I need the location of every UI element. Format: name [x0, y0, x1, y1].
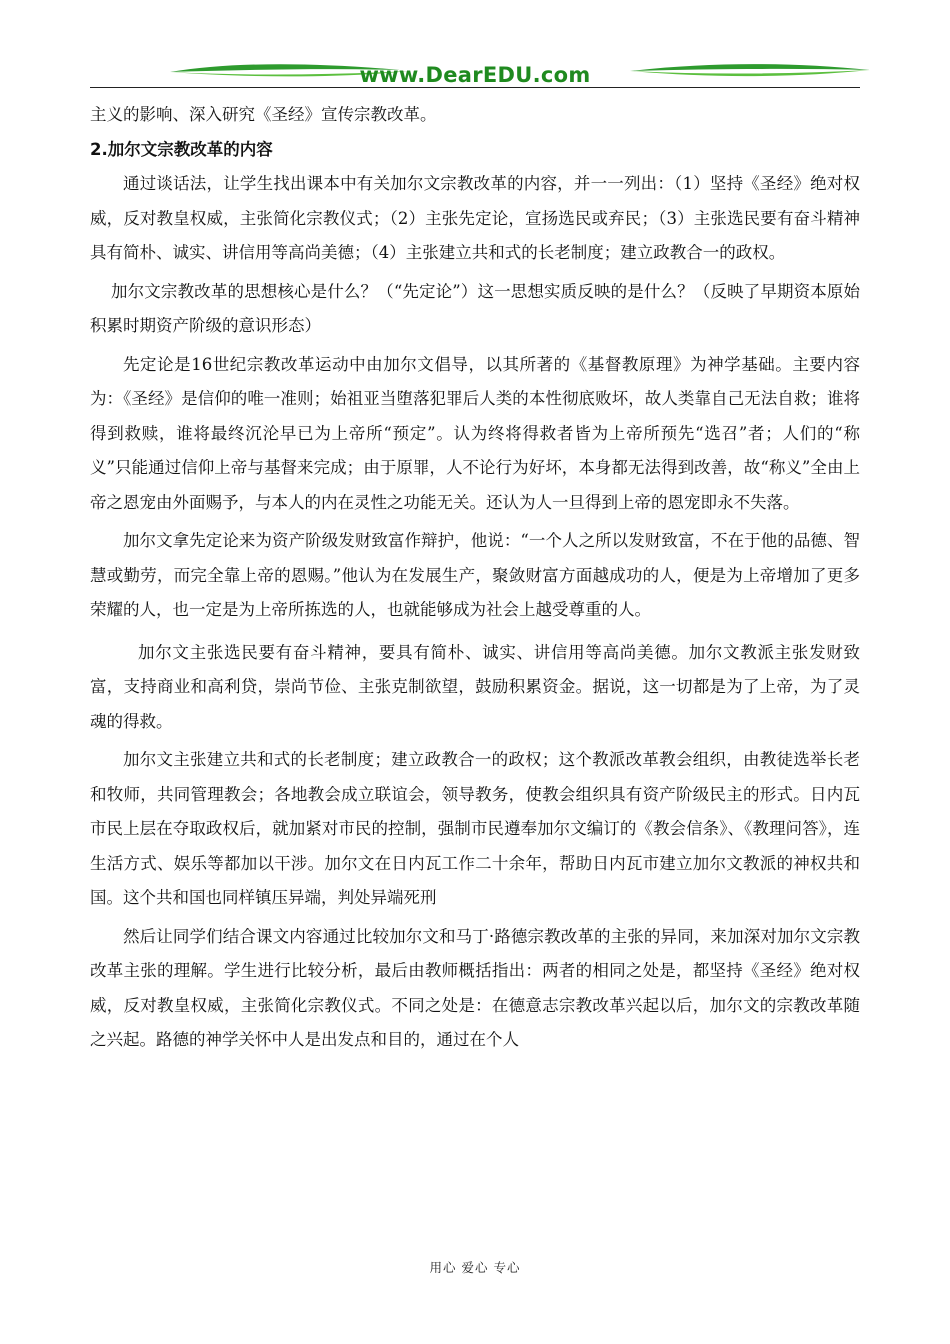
paragraph-1: 通过谈话法，让学生找出课本中有关加尔文宗教改革的内容，并一一列出：（1）坚持《圣经》绝对权威，反对教皇权威，主张简化宗教仪式；（2）主张先定论，宣扬选民或弃民；（3）主张选民要有奋斗精神具有简朴、诚实、讲信用等高尚美德；（4）主张建立共和式的长老制度；建立政教合一的政权。: [90, 174, 860, 262]
header-divider: [90, 87, 860, 88]
page-footer: 用心 爱心 专心: [429, 1260, 521, 1275]
continued-text: 主义的影响、深入研究《圣经》宣传宗教改革。: [90, 105, 437, 124]
paragraph-4: 加尔文拿先定论来为资产阶级发财致富作辩护，他说：“一个人之所以发财致富，不在于他的品德、智慧或勤劳，而完全靠上帝的恩赐。”他认为在发展生产，聚敛财富方面越成功的人，便是为上帝增加了更多荣耀的人，也一定是为上帝所拣选的人，也就能够成为社会上越受尊重的人。: [90, 531, 860, 619]
page-header: [90, 58, 860, 94]
paragraph-5: 加尔文主张选民要有奋斗精神，要具有简朴、诚实、讲信用等高尚美德。加尔文教派主张发财致富，支持商业和高利贷，崇尚节俭、主张克制欲望，鼓励积累资金。据说，这一切都是为了上帝，为了灵魂的得救。: [90, 642, 860, 731]
paragraph-3: 先定论是16世纪宗教改革运动中由加尔文倡导，以其所著的《基督教原理》为神学基础。主要内容为：《圣经》是信仰的唯一准则；始祖亚当堕落犯罪后人类的本性彻底败坏，故人类靠自己无法自救；谁将得到救赎，谁将最终沉沦早已为上帝所“预定”。认为终将得救者皆为上帝所预先“选召”者；人们的“称义”只能通过信仰上帝与基督来完成；由于原罪，人不论行为好坏，本身都无法得到改善，故“称义”全由上帝之恩宠由外面赐予，与本人的内在灵性之功能无关。还认为人一旦得到上帝的恩宠即永不失落。: [90, 354, 860, 512]
document-body: [90, 98, 860, 1058]
paragraph-2: 加尔文宗教改革的思想核心是什么？（“先定论”）这一思想实质反映的是什么？（反映了早期资本原始积累时期资产阶级的意识形态）: [90, 281, 860, 335]
paragraph-6: 加尔文主张建立共和式的长老制度；建立政教合一的政权；这个教派改革教会组织，由教徒选举长老和牧师，共同管理教会；各地教会成立联谊会，领导教务，使教会组织具有资产阶级民主的形式。日内瓦市民上层在夺取政权后，就加紧对市民的控制，强制市民遵奉加尔文编订的《教会信条》、《教理问答》，连生活方式、娱乐等都加以干涉。加尔文在日内瓦工作二十余年，帮助日内瓦市建立加尔文教派的神权共和国。这个共和国也同样镇压异端，判处异端死刑: [90, 750, 860, 907]
paragraph-7: 然后让同学们结合课文内容通过比较加尔文和马丁·路德宗教改革的主张的异同，来加深对加尔文宗教改革主张的理解。学生进行比较分析，最后由教师概括指出：两者的相同之处是，都坚持《圣经》绝对权威，反对教皇权威，主张简化宗教仪式。不同之处是：在德意志宗教改革兴起以后，加尔文的宗教改革随之兴起。路德的神学关怀中人是出发点和目的，通过在个人: [90, 926, 860, 1049]
site-logo: www.DearEDU.com: [359, 63, 591, 87]
section-heading: 2.加尔文宗教改革的内容: [90, 139, 273, 159]
